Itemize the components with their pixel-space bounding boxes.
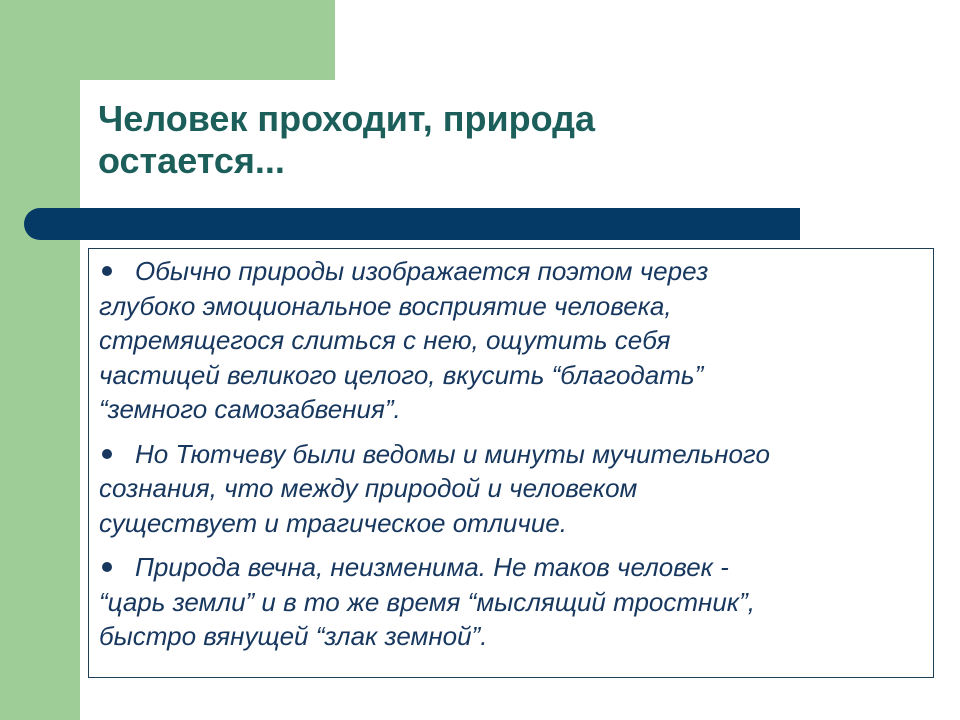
bullet-text: Природа вечна, неизменима. Не таков человек - “царь земли” и в то же время “мыслящий тростник”, быстро вянущей “злак земной”. (99, 552, 755, 651)
bullet-item (99, 550, 925, 654)
slide-title-line-1: Человек проходит, природа (98, 98, 596, 139)
bullet-text: Обычно природы изображается поэтом через глубоко эмоциональное восприятие человека, стремящегося слиться с нею, ощутить себя частицей великого целого, вкусить “благодать” “земного самозабвения”. (99, 256, 709, 424)
bullet-list (99, 254, 925, 664)
slide-title (98, 98, 858, 182)
slide-title-line-2: остается... (98, 140, 285, 181)
bullet-dot-icon (102, 266, 112, 276)
green-accent-left (0, 0, 80, 720)
content-text-box (88, 248, 934, 678)
bullet-dot-icon (102, 562, 112, 572)
bullet-item (99, 437, 925, 541)
bullet-text: Но Тютчеву были ведомы и минуты мучительного сознания, что между природой и человеком существует и трагическое отличие. (99, 438, 770, 538)
title-divider-bar (24, 208, 800, 240)
bullet-item (99, 254, 925, 427)
bullet-dot-icon (102, 449, 112, 459)
